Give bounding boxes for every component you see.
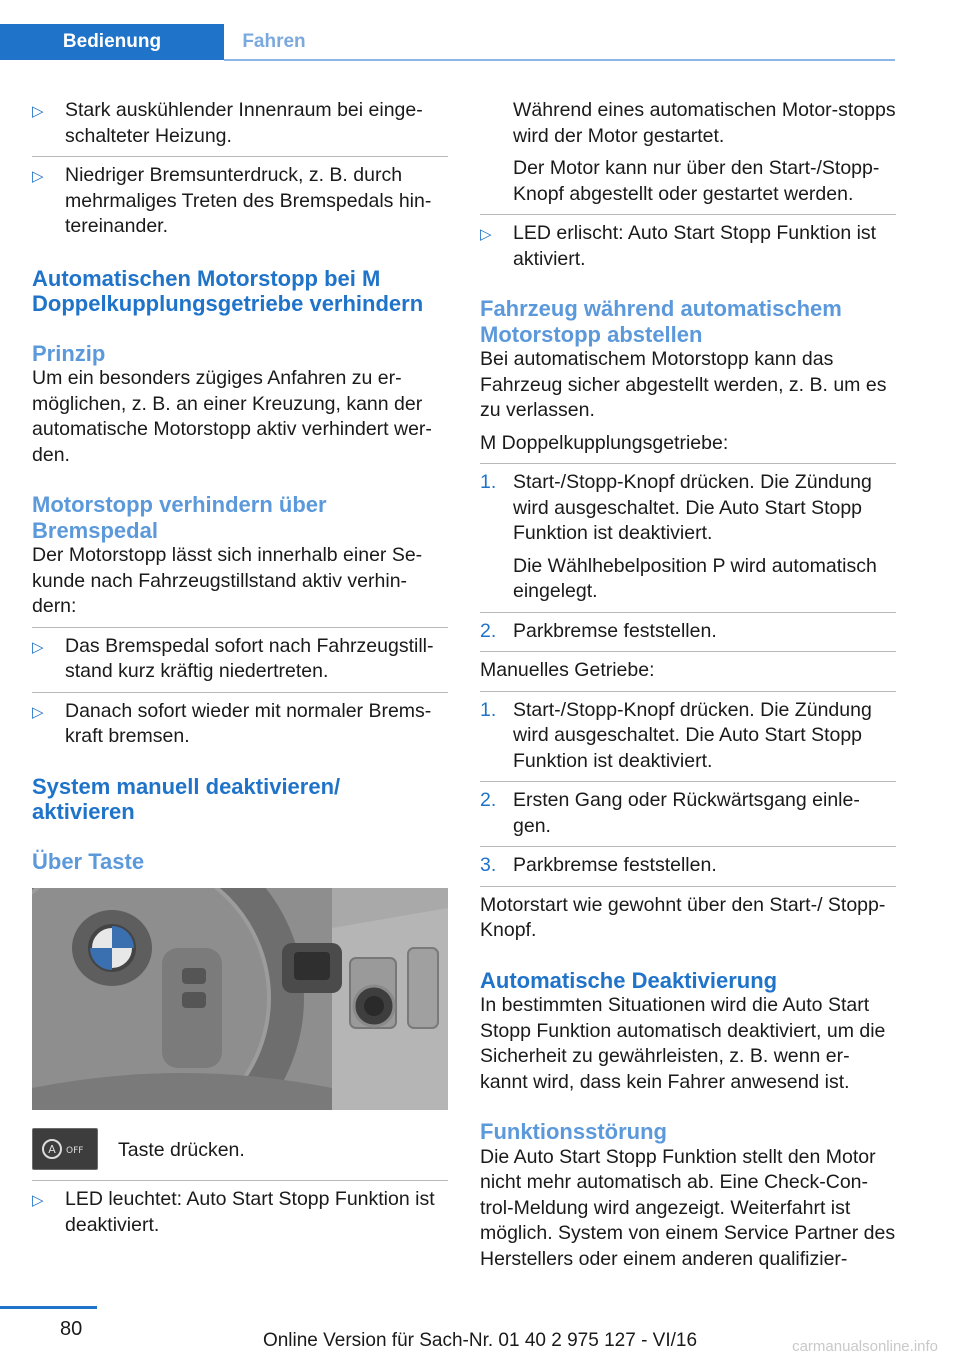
- list-item: 2. Parkbremse feststellen.: [480, 619, 717, 642]
- list-item: 3. Parkbremse feststellen.: [480, 854, 717, 876]
- auto-start-stop-off-button-icon: [32, 1128, 98, 1170]
- list-item-note: Die Wählhebelposition P wird automatisch eingelegt.: [513, 554, 877, 602]
- list-item: 1. Start-/Stopp-Knopf drücken. Die Zündung wird ausgeschaltet. Die Auto Start Stopp Funktion ist deaktiviert.: [480, 698, 872, 772]
- divider: [32, 156, 448, 157]
- divider: [32, 692, 448, 693]
- divider: [32, 627, 448, 628]
- paragraph-dct: M Doppelkupplungsgetriebe:: [480, 431, 729, 454]
- list-item: ▷ LED erlischt: Auto Start Stopp Funktion ist aktiviert.: [480, 221, 896, 272]
- subheading-button: Über Taste: [32, 848, 145, 874]
- footer-accent-line: [0, 1306, 97, 1309]
- paragraph-brake: Der Motorstopp lässt sich innerhalb einer Se-kunde nach Fahrzeugstillstand aktiv verhin-dern:: [32, 544, 423, 617]
- button-instruction-text: Taste drücken.: [118, 1139, 245, 1161]
- paragraph-prinzip: Um ein besonders zügiges Anfahren zu er-möglichen, z. B. an einer Kreuzung, kann der automatische Motorstopp aktiv verhindert wer-den.: [32, 367, 432, 466]
- list-item: 1. Start-/Stopp-Knopf drücken. Die Zündung wird ausgeschaltet. Die Auto Start Stopp Funktion ist deaktiviert.: [480, 471, 872, 544]
- svg-text:A: A: [48, 1143, 56, 1156]
- triangle-bullet-icon: ▷: [480, 226, 492, 243]
- button-instruction: [32, 1128, 448, 1170]
- subheading-prinzip: Prinzip: [32, 340, 106, 366]
- heading-prevent-stop: Automatischen Motorstopp bei M Doppelkupplungsgetriebe verhindern: [32, 265, 424, 316]
- paragraph-restart: Motorstart wie gewohnt über den Start-/ Stopp-Knopf.: [480, 893, 886, 941]
- divider: [480, 691, 896, 692]
- divider: [480, 612, 896, 613]
- paragraph-fault: Die Auto Start Stopp Funktion stellt den Motor nicht mehr automatisch ab. Eine Check-Con-trol-Meldung wird angezeigt. Weiterfahrt ist möglich. System von einem Service Partner des Herstellers oder einem anderen qualifizier-: [480, 1145, 896, 1270]
- heading-auto-deactivation: Automatische Deaktivierung: [480, 967, 778, 993]
- paragraph-auto: In bestimmten Situationen wird die Auto Start Stopp Funktion automatisch deaktiviert, um die Sicherheit zu gewährleisten, z. B. wenn er-kannt wird, dass kein Fahrer anwesend ist.: [480, 994, 886, 1093]
- subheading-brake: Motorstopp verhindern über Bremspedal: [32, 492, 327, 543]
- list-item: ▷ Stark auskühlender Innenraum bei einge-schalteter Heizung.: [32, 98, 448, 149]
- online-version-note: Online Version für Sach-Nr. 01 40 2 975 127 - VI/16: [262, 1330, 698, 1351]
- header-divider: [224, 59, 895, 61]
- subheading-fault: Funktionsstörung: [480, 1119, 667, 1144]
- list-item: ▷ LED leuchtet: Auto Start Stopp Funktion ist deaktiviert.: [32, 1187, 448, 1238]
- divider: [480, 886, 896, 887]
- triangle-bullet-icon: ▷: [32, 168, 44, 185]
- watermark: carmanualsonline.info: [792, 1338, 938, 1355]
- paragraph-park: Bei automatischem Motorstopp kann das Fahrzeug sicher abgestellt werden, z. B. um es zu verlassen.: [480, 348, 887, 421]
- list-item: ▷ Das Bremspedal sofort nach Fahrzeugstill-stand kurz kräftig niedertreten.: [32, 634, 448, 685]
- tab-bedienung[interactable]: Bedienung: [0, 24, 224, 60]
- svg-text:OFF: OFF: [66, 1146, 84, 1156]
- auto-start-stop-icon: [40, 1137, 90, 1161]
- divider: [480, 463, 896, 464]
- divider: [480, 781, 896, 782]
- divider: [480, 846, 896, 847]
- steering-wheel-illustration: [32, 888, 448, 1110]
- divider: [480, 651, 896, 652]
- header-tabs: [0, 24, 895, 60]
- tab-fahren[interactable]: Fahren: [242, 31, 306, 52]
- right-column: [480, 98, 896, 1272]
- list-item: ▷ Niedriger Bremsunterdruck, z. B. durch mehrmaliges Treten des Bremspedals hin-tereinander.: [32, 163, 448, 240]
- paragraph-manual-gear: Manuelles Getriebe:: [480, 659, 655, 681]
- triangle-bullet-icon: ▷: [32, 103, 44, 120]
- paragraph-cont2: Der Motor kann nur über den Start-/Stopp-Knopf abgestellt oder gestartet werden.: [513, 157, 880, 205]
- triangle-bullet-icon: ▷: [32, 1192, 44, 1209]
- triangle-bullet-icon: ▷: [32, 703, 44, 721]
- paragraph-cont1: Während eines automatischen Motor-stopps wird der Motor gestartet.: [513, 99, 896, 147]
- divider: [480, 214, 896, 215]
- heading-manual: System manuell deaktivieren/ aktivieren: [32, 773, 341, 824]
- triangle-bullet-icon: ▷: [32, 638, 44, 656]
- subheading-park: Fahrzeug während automatischem Motorstopp abstellen: [480, 296, 842, 347]
- left-column: [32, 98, 448, 1238]
- list-item: ▷ Danach sofort wieder mit normaler Brems-kraft bremsen.: [32, 699, 448, 750]
- divider: [32, 1180, 448, 1181]
- list-item: 2. Ersten Gang oder Rückwärtsgang einle-gen.: [480, 789, 860, 837]
- page-number: 80: [60, 1318, 83, 1340]
- steering-wheel-figure: [32, 888, 448, 1110]
